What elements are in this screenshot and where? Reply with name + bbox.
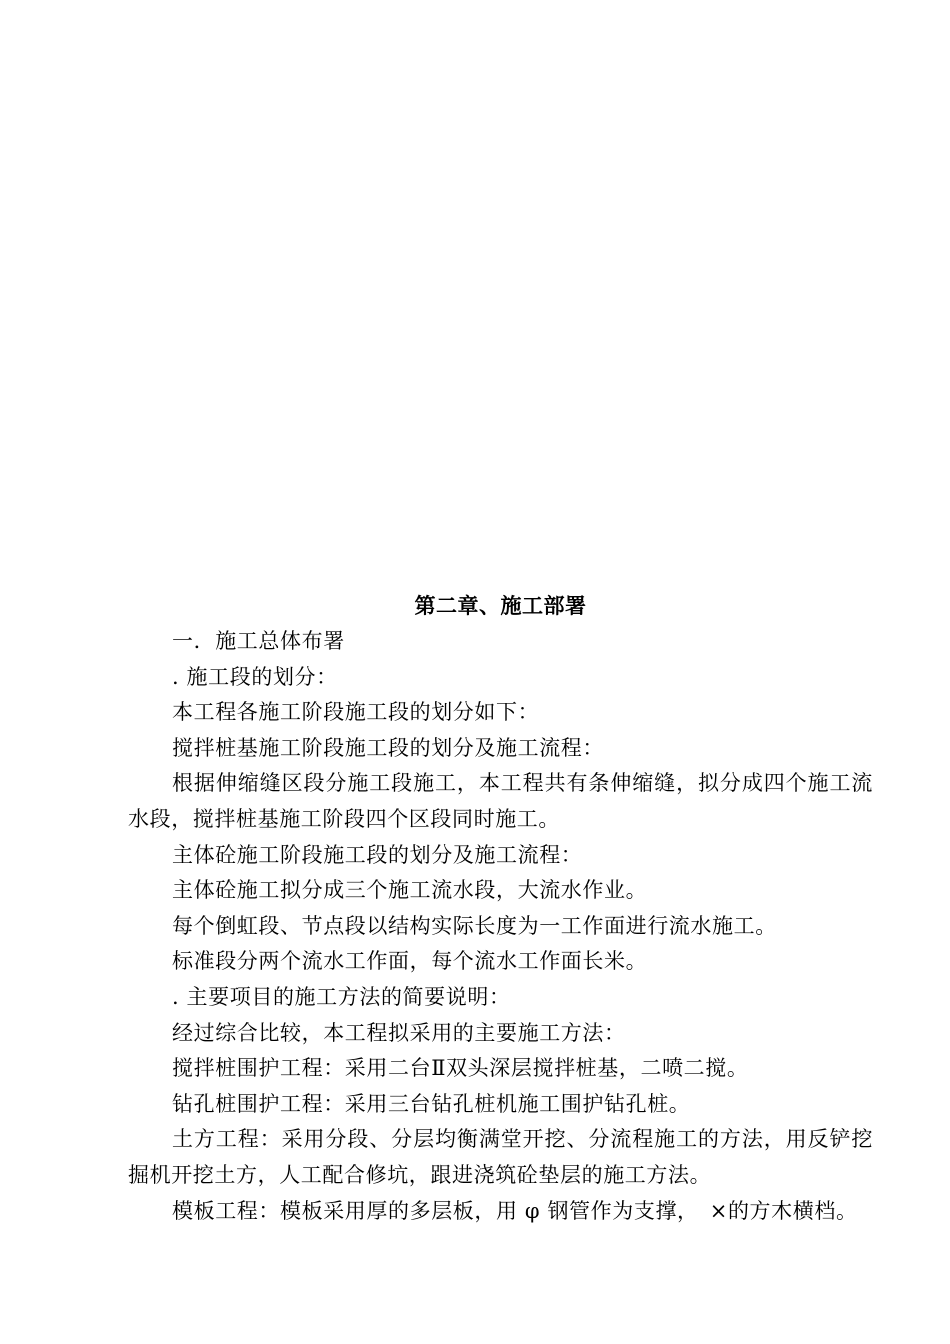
paragraph: 钻孔桩围护工程：采用三台钻孔桩机施工围护钻孔桩。	[172, 1091, 691, 1116]
chapter-title: 第二章、施工部署	[414, 593, 587, 618]
paragraph: 模板工程：模板采用厚的多层板，用 φ 钢管作为支撑， ×的方木横档。	[172, 1198, 858, 1223]
paragraph: 经过综合比较，本工程拟采用的主要施工方法：	[172, 1020, 626, 1045]
paragraph: 土方工程：采用分段、分层均衡满堂开挖、分流程施工的方法，用反铲挖掘机开挖土方，人工配合修坑，跟进浇筑砼垫层的施工方法。	[128, 1127, 873, 1187]
document-body	[128, 588, 873, 1229]
paragraph: 主体砼施工阶段施工段的划分及施工流程：	[172, 842, 583, 867]
paragraph: 每个倒虹段、节点段以结构实际长度为一工作面进行流水施工。	[172, 913, 777, 938]
section-heading: 一．施工总体布署	[172, 629, 345, 653]
paragraph: 搅拌桩基施工阶段施工段的划分及施工流程：	[172, 735, 604, 760]
paragraph: 搅拌桩围护工程：采用二台Ⅱ双头深层搅拌桩基，二喷二搅。	[172, 1056, 749, 1081]
paragraph: 本工程各施工阶段施工段的划分如下：	[172, 700, 540, 725]
subsection-heading: . 主要项目的施工方法的简要说明：	[172, 984, 511, 1009]
paragraph: 标准段分两个流水工作面，每个流水工作面长米。	[172, 949, 648, 974]
paragraph: 主体砼施工拟分成三个施工流水段，大流水作业。	[172, 878, 648, 903]
subsection-heading: . 施工段的划分：	[172, 664, 338, 689]
paragraph: 根据伸缩缝区段分施工段施工，本工程共有条伸缩缝，拟分成四个施工流水段，搅拌桩基施工阶段四个区段同时施工。	[128, 771, 873, 831]
